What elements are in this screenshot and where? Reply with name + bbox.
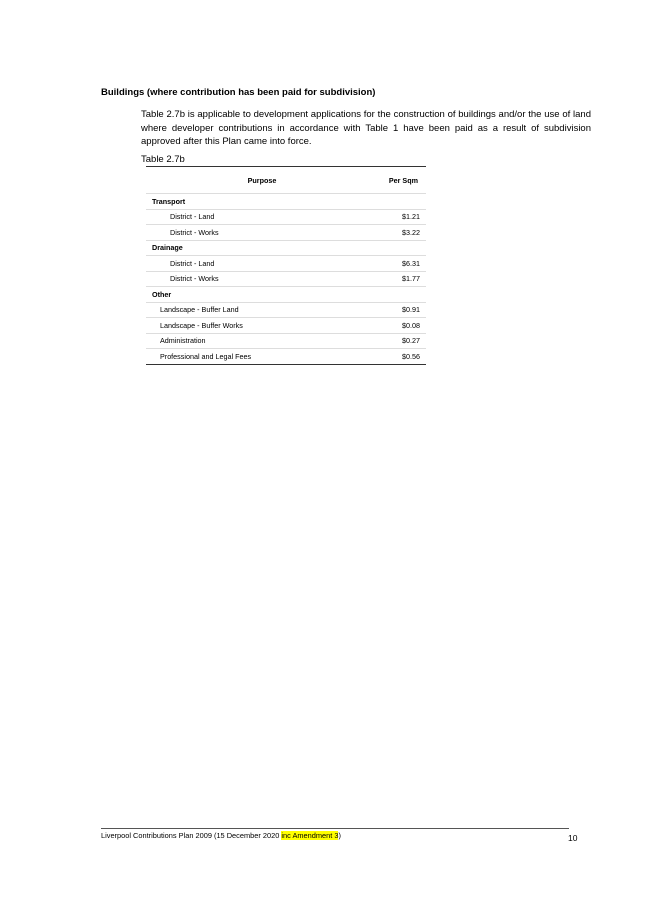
table-row: [146, 334, 426, 350]
page-number: 10: [568, 833, 578, 843]
footer-title: Liverpool Contributions Plan 2009 (15 December 2020: [101, 831, 282, 840]
group-label: Transport: [152, 196, 186, 206]
row-value: $1.21: [402, 212, 420, 222]
row-value: $3.22: [402, 227, 420, 237]
group-row-transport: [146, 194, 426, 210]
table-row: [146, 272, 426, 288]
table-row: [146, 225, 426, 241]
row-label: District - Works: [170, 274, 219, 284]
table-caption: Table 2.7b: [141, 154, 185, 165]
group-label: Other: [152, 289, 172, 299]
row-label: District - Land: [170, 258, 215, 268]
row-value: $0.27: [402, 336, 420, 346]
row-value: $0.56: [402, 351, 420, 361]
row-value: $0.08: [402, 320, 420, 330]
header-per-sqm: Per Sqm: [388, 175, 418, 185]
row-label: Administration: [160, 336, 206, 346]
group-row-other: [146, 287, 426, 303]
table-row: [146, 303, 426, 319]
row-label: District - Works: [170, 227, 219, 237]
footer-highlight: inc Amendment 3: [281, 831, 339, 840]
footer-text: [101, 831, 341, 840]
row-value: $0.91: [402, 305, 420, 315]
footer-divider: [101, 828, 569, 829]
body-paragraph: Table 2.7b is applicable to development applications for the construction of buildings and/or the use of land where developer contributions in accordance with Table 1 have been paid as a result of subdivision approved after this Plan came into force.: [141, 109, 591, 147]
row-label: Landscape - Buffer Works: [160, 320, 243, 330]
row-label: Professional and Legal Fees: [160, 351, 252, 361]
row-label: District - Land: [170, 212, 215, 222]
section-heading: Buildings (where contribution has been paid for subdivision): [101, 87, 376, 98]
header-purpose: Purpose: [247, 175, 277, 185]
group-label: Drainage: [152, 243, 183, 253]
table-row: [146, 318, 426, 334]
contributions-table: [146, 166, 426, 365]
table-row: [146, 256, 426, 272]
footer-close: ): [338, 831, 341, 840]
group-row-drainage: [146, 241, 426, 257]
table-row: [146, 210, 426, 226]
table-header-row: [146, 167, 426, 194]
table-row: [146, 349, 426, 365]
row-label: Landscape - Buffer Land: [160, 305, 239, 315]
row-value: $1.77: [402, 274, 420, 284]
row-value: $6.31: [402, 258, 420, 268]
